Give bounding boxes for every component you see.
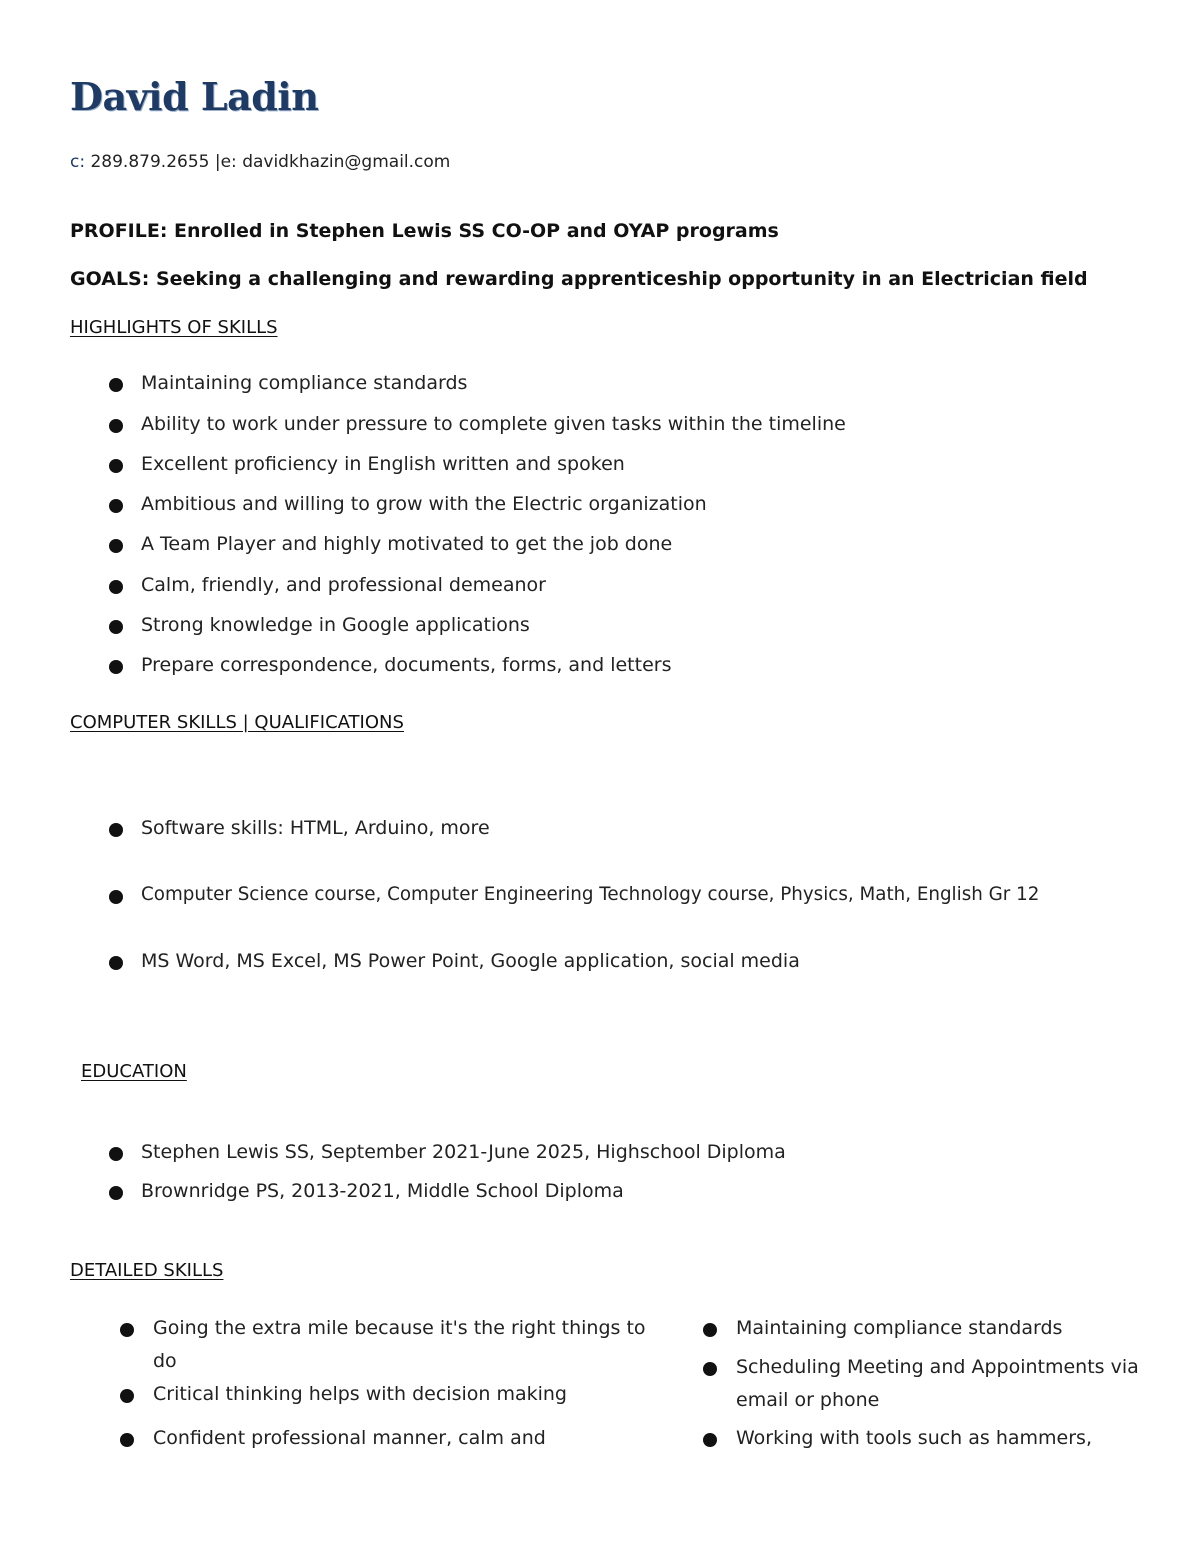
list-item: Ability to work under pressure to complete given tasks within the timeline xyxy=(141,413,846,435)
bullet-icon xyxy=(109,580,123,594)
list-item: Stephen Lewis SS, September 2021-June 2025, Highschool Diploma xyxy=(141,1141,786,1163)
bullet-icon xyxy=(120,1323,134,1337)
contact-phone-label: c: xyxy=(70,152,86,172)
list-item: Scheduling Meeting and Appointments via email or phone xyxy=(736,1356,1139,1411)
list-item: Ambitious and willing to grow with the Electric organization xyxy=(141,493,707,515)
bullet-icon xyxy=(703,1362,717,1376)
candidate-name: David Ladin xyxy=(70,74,319,119)
list-item: Excellent proficiency in English written and spoken xyxy=(141,453,625,475)
detailed-skills-heading: DETAILED SKILLS xyxy=(70,1260,224,1281)
contact-separator: |e: xyxy=(214,152,237,172)
bullet-icon xyxy=(109,890,123,904)
list-item: Brownridge PS, 2013-2021, Middle School Diploma xyxy=(141,1180,624,1202)
bullet-icon xyxy=(703,1433,717,1447)
bullet-icon xyxy=(703,1323,717,1337)
list-item: Maintaining compliance standards xyxy=(736,1317,1063,1339)
bullet-icon xyxy=(109,378,123,392)
bullet-icon xyxy=(109,660,123,674)
profile-line: PROFILE: Enrolled in Stephen Lewis SS CO-OP and OYAP programs xyxy=(70,220,779,242)
list-item: Calm, friendly, and professional demeanor xyxy=(141,574,546,596)
bullet-icon xyxy=(109,956,123,970)
list-item: Prepare correspondence, documents, forms, and letters xyxy=(141,654,672,676)
list-item: Going the extra mile because it's the right things to do xyxy=(153,1317,646,1372)
list-item: Critical thinking helps with decision making xyxy=(153,1383,567,1405)
list-item: Maintaining compliance standards xyxy=(141,372,468,394)
bullet-icon xyxy=(109,823,123,837)
contact-phone: 289.879.2655 xyxy=(90,152,210,172)
contact-line xyxy=(70,152,450,172)
bullet-icon xyxy=(109,1147,123,1161)
bullet-icon xyxy=(109,459,123,473)
bullet-icon xyxy=(109,620,123,634)
list-item: A Team Player and highly motivated to get the job done xyxy=(141,533,673,555)
highlights-heading: HIGHLIGHTS OF SKILLS xyxy=(70,317,278,338)
list-item: Working with tools such as hammers, xyxy=(736,1427,1092,1449)
list-item: Strong knowledge in Google applications xyxy=(141,614,530,636)
bullet-icon xyxy=(109,499,123,513)
computer-skills-heading: COMPUTER SKILLS | QUALIFICATIONS xyxy=(70,712,404,733)
list-item: Computer Science course, Computer Engineering Technology course, Physics, Math, English Gr 12 xyxy=(141,884,1040,905)
list-item: Confident professional manner, calm and xyxy=(153,1427,546,1449)
goals-line: GOALS: Seeking a challenging and rewarding apprenticeship opportunity in an Electrician field xyxy=(70,268,1088,290)
bullet-icon xyxy=(109,539,123,553)
list-item: MS Word, MS Excel, MS Power Point, Google application, social media xyxy=(141,950,800,972)
bullet-icon xyxy=(120,1389,134,1403)
bullet-icon xyxy=(120,1433,134,1447)
list-item: Software skills: HTML, Arduino, more xyxy=(141,817,490,839)
bullet-icon xyxy=(109,1186,123,1200)
bullet-icon xyxy=(109,419,123,433)
contact-email: davidkhazin@gmail.com xyxy=(242,152,451,172)
education-heading: EDUCATION xyxy=(81,1061,187,1082)
